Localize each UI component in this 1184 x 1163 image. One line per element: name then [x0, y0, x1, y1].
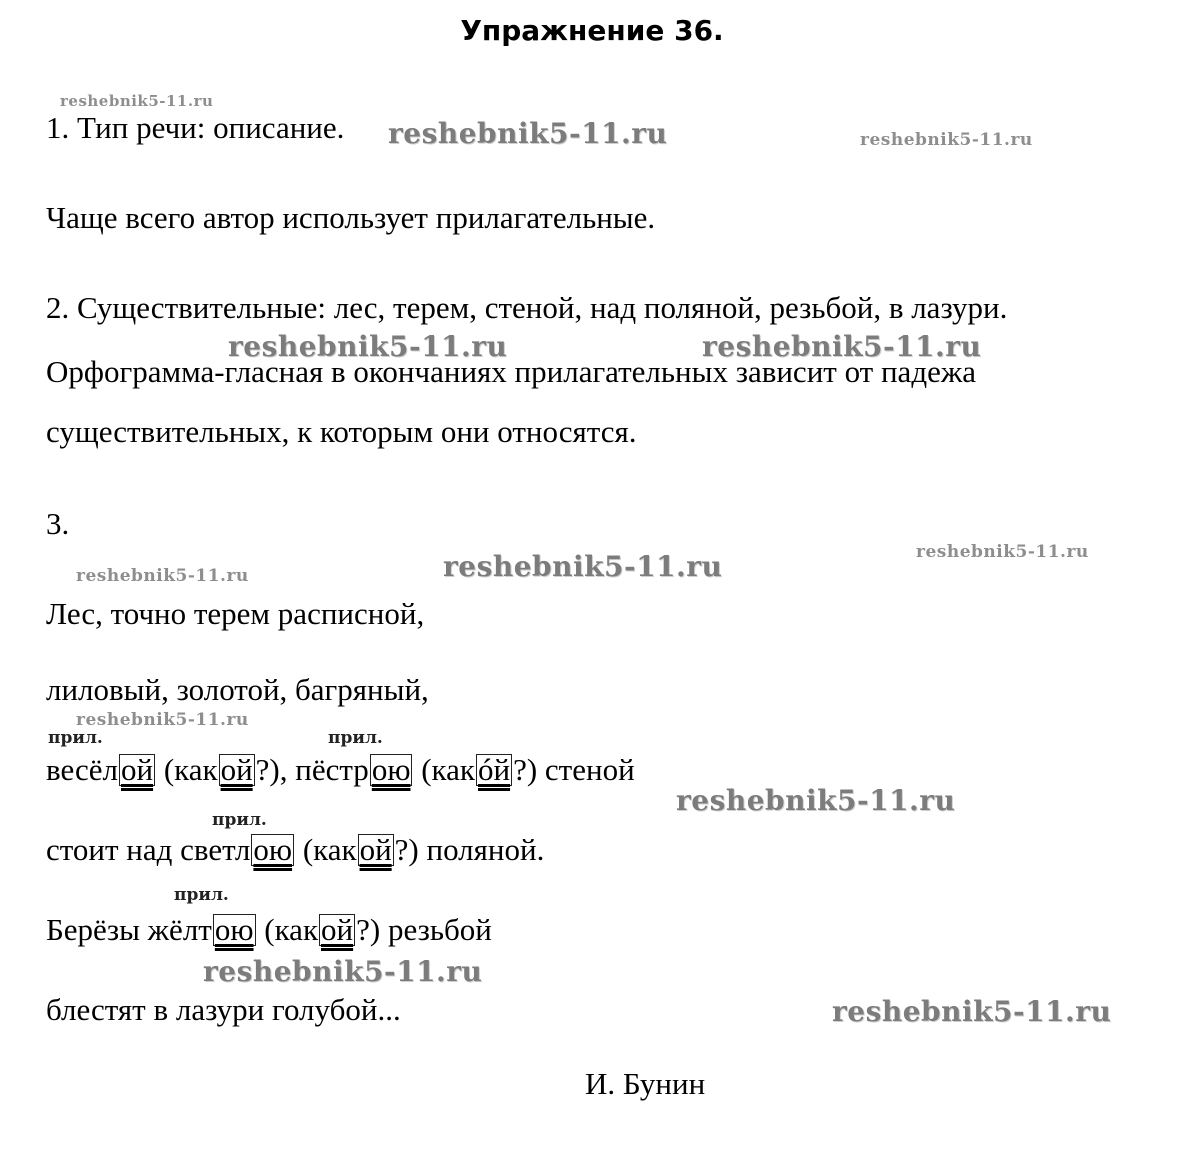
watermark: reshebnik5-11.ru — [443, 550, 723, 583]
question-text: ?) поляной. — [394, 832, 545, 867]
watermark: reshebnik5-11.ru — [388, 117, 668, 150]
poem-line-2: лиловый, золотой, багряный, — [46, 672, 429, 707]
poem-line-6: блестят в лазури голубой... — [46, 992, 401, 1027]
pos-label: прил. — [328, 728, 383, 748]
watermark: reshebnik5-11.ru — [60, 92, 214, 110]
pos-label: прил. — [48, 728, 103, 748]
watermark: reshebnik5-11.ru — [76, 566, 249, 586]
watermark: reshebnik5-11.ru — [702, 330, 982, 363]
ending-box: ой — [220, 752, 253, 787]
question-text: (как — [295, 832, 357, 867]
ending-box: ою — [371, 752, 411, 787]
ending-box: ою — [253, 832, 293, 867]
watermark: reshebnik5-11.ru — [676, 784, 956, 817]
poem-author: И. Бунин — [585, 1066, 706, 1101]
ending-box: ой — [120, 752, 154, 787]
watermark: reshebnik5-11.ru — [860, 130, 1033, 150]
poem-line-5 — [46, 912, 492, 948]
text-line-orthogram-cont: существительных, к которым они относятся. — [46, 414, 637, 449]
question-text: ?) стеной — [513, 752, 635, 787]
watermark: reshebnik5-11.ru — [203, 955, 483, 988]
word-stem: пёстр — [295, 752, 369, 787]
poem-line-4 — [46, 832, 544, 868]
watermark: reshebnik5-11.ru — [76, 710, 249, 730]
watermark: reshebnik5-11.ru — [916, 542, 1089, 562]
ending-box: ой — [359, 832, 392, 867]
question-text: ?) резьбой — [356, 912, 492, 947]
pos-label: прил. — [212, 810, 267, 830]
question-text: (как — [413, 752, 475, 787]
ending-box: ой — [321, 912, 354, 947]
text-line-speech-type: 1. Тип речи: описание. — [46, 110, 345, 145]
question-text: ?), — [255, 752, 296, 787]
word-stem: стоит над светл — [46, 832, 251, 867]
question-text: (как — [256, 912, 319, 947]
word-stem: весёл — [46, 752, 118, 787]
text-line-orthogram: Орфограмма-гласная в окончаниях прилагательных зависит от падежа — [46, 354, 977, 389]
text-line-adjectives: Чаще всего автор использует прилагательные. — [46, 200, 656, 235]
ending-box: óй — [477, 752, 511, 787]
poem-line-1: Лес, точно терем расписной, — [46, 596, 425, 631]
text-line-number-3: 3. — [46, 506, 70, 541]
pos-label: прил. — [174, 885, 229, 905]
watermark: reshebnik5-11.ru — [832, 995, 1112, 1028]
word-stem: Берёзы жёлт — [46, 912, 212, 947]
exercise-title: Упражнение 36. — [460, 14, 724, 47]
text-line-nouns: 2. Существительные: лес, терем, стеной, над поляной, резьбой, в лазури. — [46, 290, 1008, 325]
watermark: reshebnik5-11.ru — [228, 330, 508, 363]
poem-line-3 — [46, 752, 635, 788]
ending-box: ою — [214, 912, 254, 947]
question-text: (как — [156, 752, 218, 787]
